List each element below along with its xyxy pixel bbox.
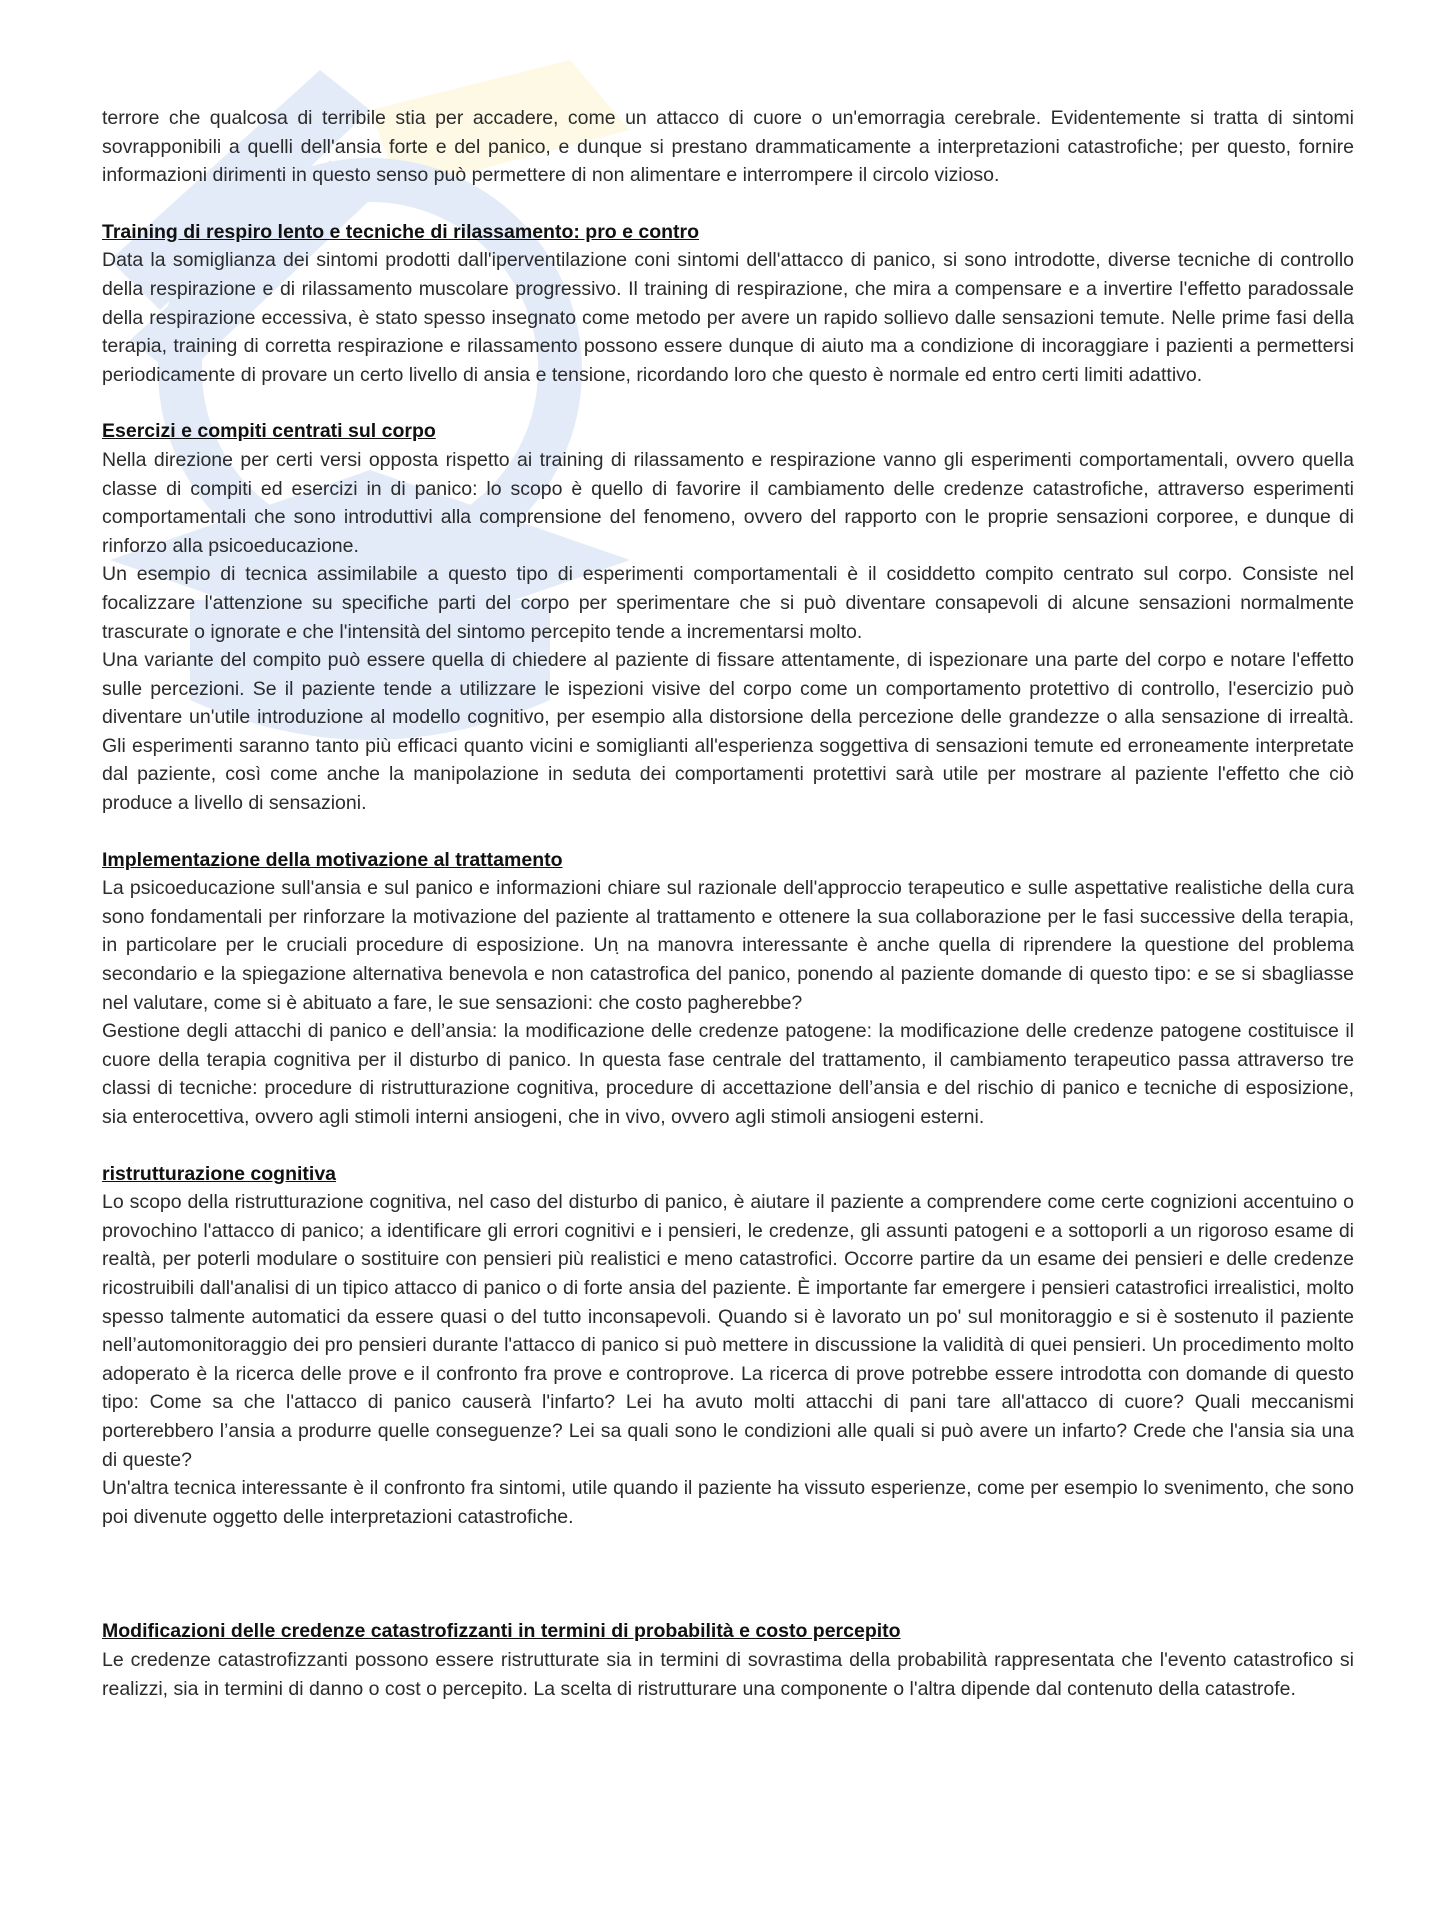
- section-paragraph: Lo scopo della ristrutturazione cognitiva, nel caso del disturbo di panico, è aiutare il paziente a comprendere come certe cognizioni accentuino o provochino l'attacco di panico; a identificare gli errori cognitivi e i pensieri, le credenze, gli assunti patogeni e a sottoporli a un rigoroso esame di realtà, per poterli modulare o sostituire con pensieri più realistici e meno catastrofici. Occorre partire da un esame dei pensieri e delle credenze ricostruibili dall'analisi di un tipico attacco di panico o di forte ansia del paziente. È importante far emergere i pensieri catastrofici irrealistici, molto spesso talmente automatici da essere quasi o del tutto inconsapevoli. Quando si è lavorato un po' sul monitoraggio e si è sostenuto il paziente nell’automonitoraggio dei pro pensieri durante l'attacco di panico si può mettere in discussione la validità di quei pensieri. Un procedimento molto adoperato è la ricerca delle prove e il confronto fra prove e controprove. La ricerca di prove potrebbe essere introdotta con domande di questo tipo: Come sa che l'attacco di panico causerà l'infarto? Lei ha avuto molti attacchi di pani tare all'attacco di cuore? Quali meccanismi porterebbero l’ansia a produrre quelle conseguenze? Lei sa quali sono le condizioni alle quali si può avere un infarto? Crede che l'ansia sia una di queste?: [102, 1191, 1354, 1471]
- section-paragraph: Un esempio di tecnica assimilabile a questo tipo di esperimenti comportamentali è il cosiddetto compito centrato sul corpo. Consiste nel focalizzare l'attenzione su specifiche parti del corpo per sperimentare che si può diventare consapevoli di alcune sensazioni normalmente trascurate o ignorate e che l'intensità del sintomo percepito tende a incrementarsi molto.: [102, 563, 1354, 643]
- section-heading: Implementazione della motivazione al trattamento: [102, 848, 563, 871]
- section-paragraph: Nella direzione per certi versi opposta rispetto ai training di rilassamento e respirazione vanno gli esperimenti comportamentali, ovvero quella classe di compiti ed esercizi in di panico: lo scopo è quello di favorire il cambiamento delle credenze catastrofiche, attraverso esperimenti comportamentali che sono introduttivi alla comprensione del fenomeno, ovvero del rapporto con le proprie sensazioni corporee, e dunque di rinforzo alla psicoeducazione.: [102, 448, 1354, 557]
- section-respiro: [102, 218, 1354, 390]
- section-paragraph: Data la somiglianza dei sintomi prodotti dall'iperventilazione coni sintomi dell'attacco di panico, si sono introdotte, diverse tecniche di controllo della respirazione e di rilassamento muscolare progressivo. Il training di respirazione, che mira a compensare e a invertire l'effetto paradossale della respirazione eccessiva, è stato spesso insegnato come metodo per avere un rapido sollievo dalle sensazioni temute. Nelle prime fasi della terapia, training di corretta respirazione e rilassamento possono essere dunque di aiuto ma a condizione di incoraggiare i pazienti a permettersi periodicamente di provare un certo livello di ansia e tensione, ricordando loro che questo è normale ed entro certi limiti adattivo.: [102, 249, 1354, 386]
- section-paragraph: Una variante del compito può essere quella di chiedere al paziente di fissare attentamente, di ispezionare una parte del corpo e notare l'effetto sulle percezioni. Se il paziente tende a utilizzare le ispezioni visive del corpo come un comportamento protettivo di controllo, l'esercizio può diventare un'utile introduzione al modello cognitivo, per esempio alla distorsione della percezione delle grandezze o alla sensazione di irrealtà. Gli esperimenti saranno tanto più efficaci quanto vicini e somiglianti all'esperienza soggettiva di sensazioni temute ed erroneamente interpretate dal paziente, così come anche la manipolazione in seduta dei comportamenti protettivi sarà utile per mostrare al paziente l'effetto che ciò produce a livello di sensazioni.: [102, 649, 1354, 815]
- section-motivazione: [102, 846, 1354, 1132]
- section-heading: Modificazioni delle credenze catastrofizzanti in termini di probabilità e costo percepito: [102, 1620, 901, 1643]
- section-paragraph: Un'altra tecnica interessante è il confronto fra sintomi, utile quando il paziente ha vissuto esperienze, come per esempio lo svenimento, che sono poi divenute oggetto delle interpretazioni catastrofiche.: [102, 1477, 1354, 1528]
- section-paragraph: Le credenze catastrofizzanti possono essere ristrutturate sia in termini di sovrastima della probabilità rappresentata che l'evento catastrofico si realizzi, sia in termini di danno o cost o percepito. La scelta di ristrutturare una componente o l'altra dipende dal contenuto della catastrofe.: [102, 1648, 1354, 1700]
- document-body: [102, 104, 1354, 1703]
- section-ristrutturazione: [102, 1160, 1354, 1532]
- section-heading: Training di respiro lento e tecniche di rilassamento: pro e contro: [102, 220, 700, 243]
- section-paragraph: Gestione degli attacchi di panico e dell’ansia: la modificazione delle credenze patogene: la modificazione delle credenze patogene costituisce il cuore della terapia cognitiva per il disturbo di panico. In questa fase centrale del trattamento, il cambiamento terapeutico passa attraverso tre classi di tecniche: procedure di ristrutturazione cognitiva, procedure di accettazione dell’ansia e del rischio di panico e tecniche di esposizione, sia enterocettiva, ovvero agli stimoli interni ansiogeni, che in vivo, ovvero agli stimoli ansiogeni esterni.: [102, 1020, 1354, 1128]
- intro-paragraph: terrore che qualcosa di terribile stia per accadere, come un attacco di cuore o un'emorragia cerebrale. Evidentemente si tratta di sintomi sovrapponibili a quelli dell'ansia forte e del panico, e dunque si prestano drammaticamente a interpretazioni catastrofiche; per questo, fornire informazioni dirimenti in questo senso può permettere di non alimentare e interrompere il circolo vizioso.: [102, 107, 1354, 187]
- section-paragraph: La psicoeducazione sull'ansia e sul panico e informazioni chiare sul razionale dell'approccio terapeutico e sulle aspettative realistiche della cura sono fondamentali per rinforzare la motivazione del paziente al trattamento e ottenere la sua collaborazione per le fasi successive della terapia, in particolare per le cruciali procedure di esposizione. Un ̣na manovra interessante è anche quella di riprendere la questione del problema secondario e la spiegazione alternativa benevola e non catastrofica del panico, ponendo al paziente domande di questo tipo: e se si sbagliasse nel valutare, come si è abituato a fare, le sue sensazioni: che costo pagherebbe?: [102, 877, 1354, 1014]
- section-esercizi: [102, 417, 1354, 817]
- section-heading: Esercizi e compiti centrati sul corpo: [102, 420, 436, 443]
- section-heading: ristrutturazione cognitiva: [102, 1162, 337, 1185]
- section-modificazioni: [102, 1617, 1354, 1703]
